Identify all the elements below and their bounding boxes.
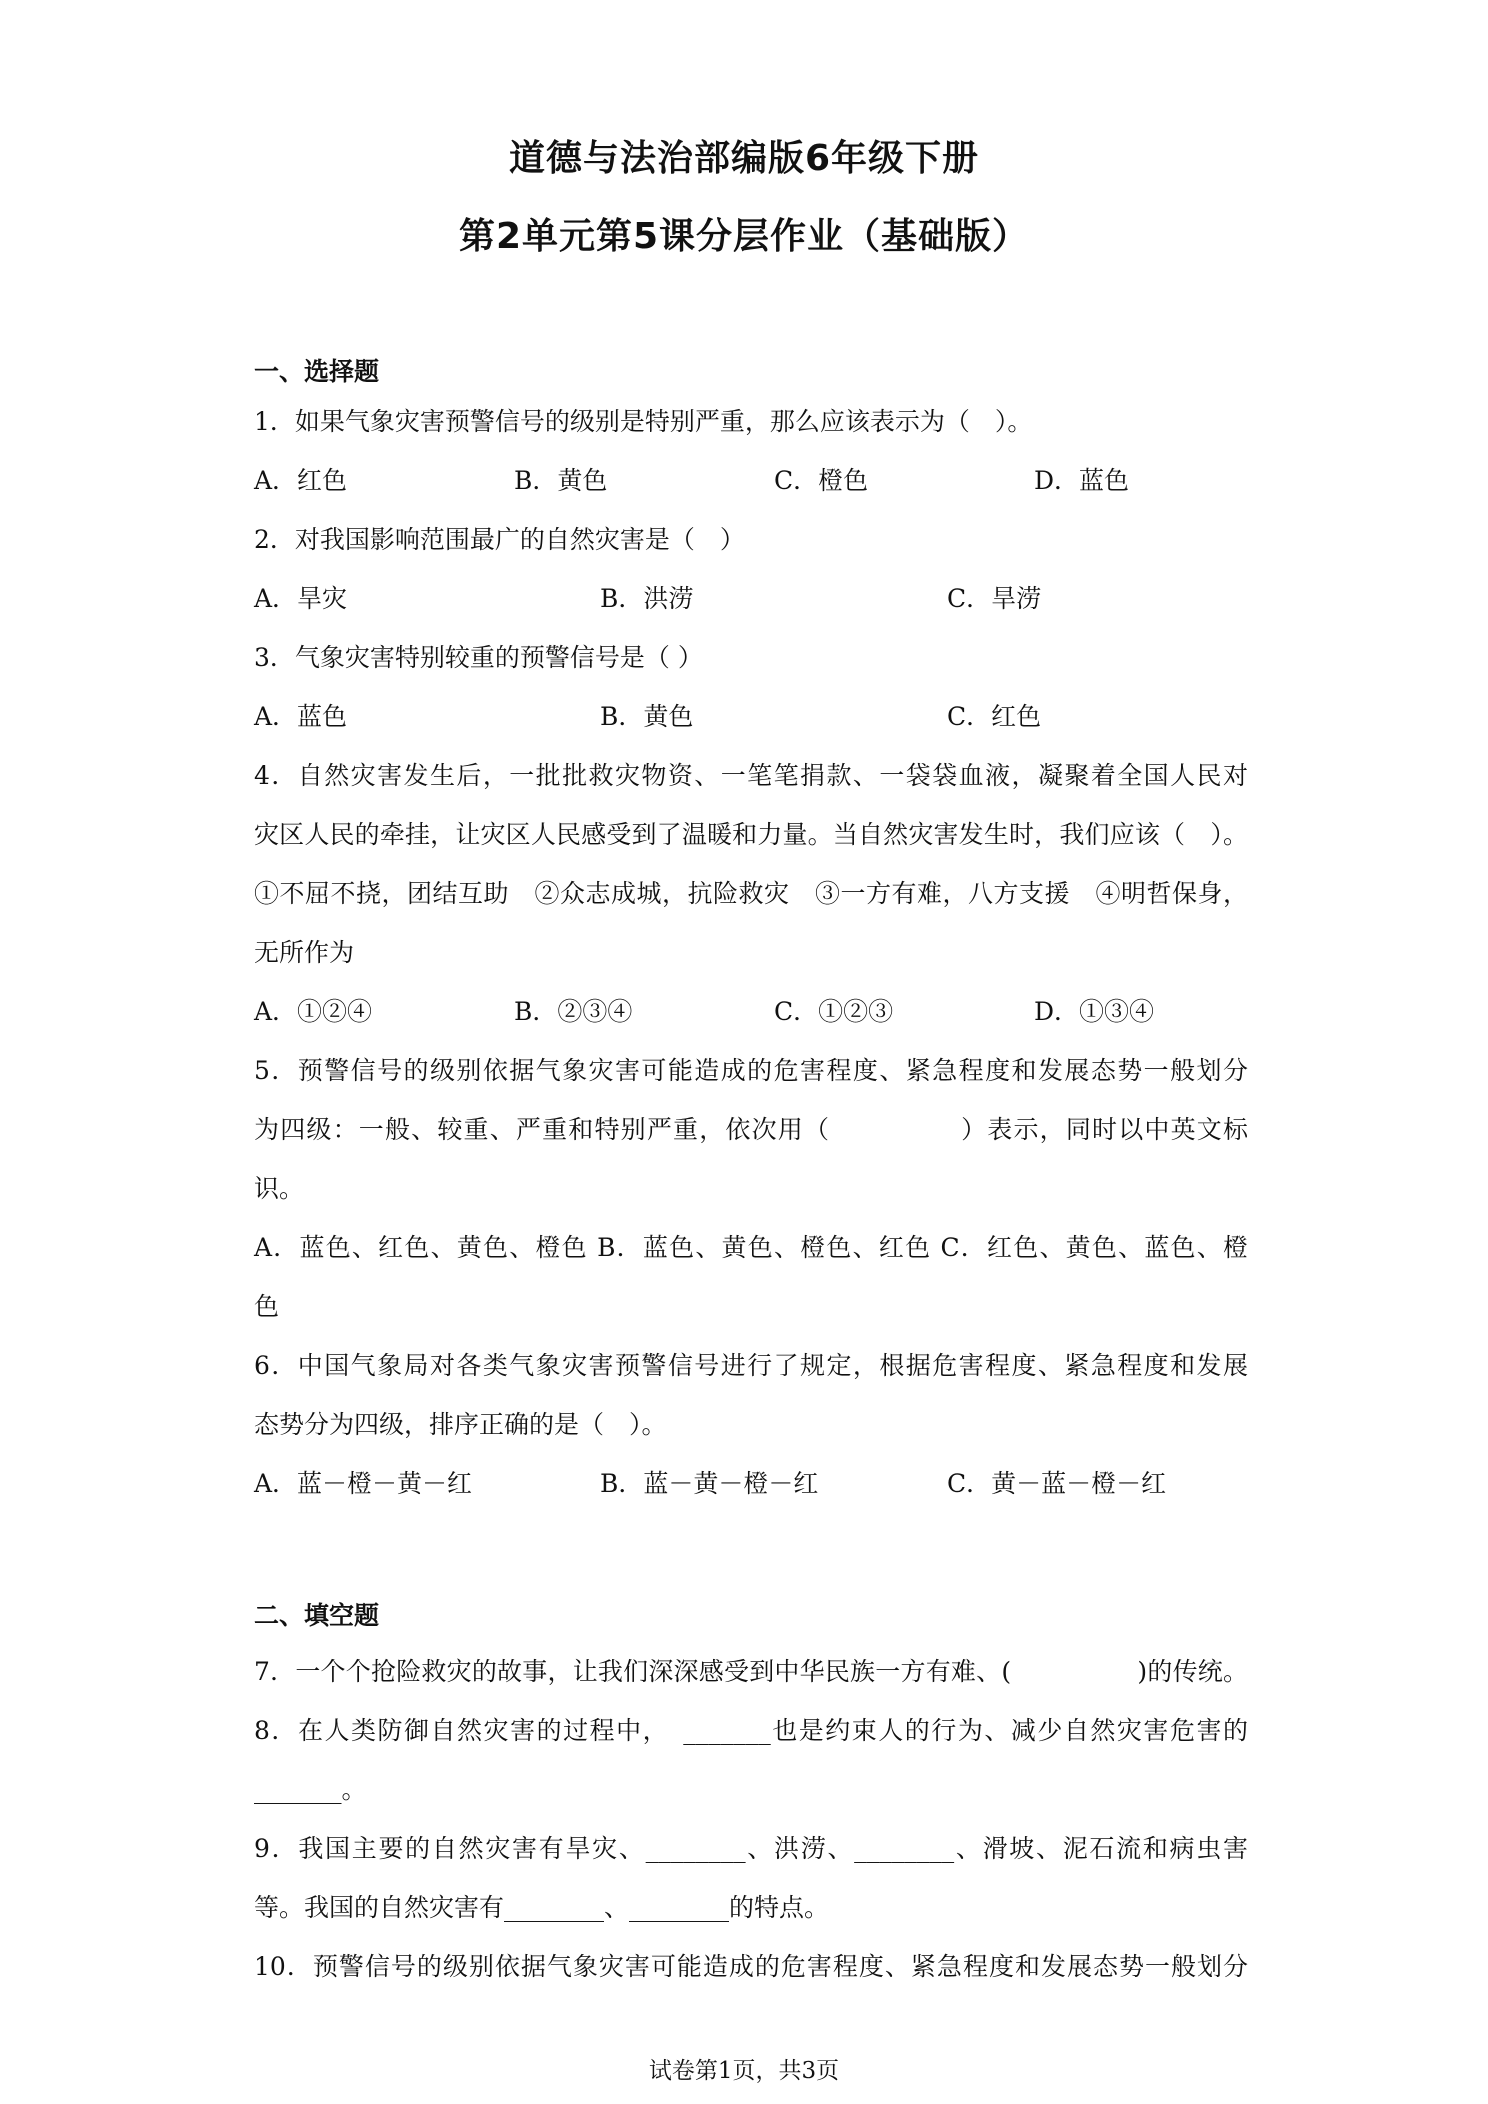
question-8-line-1: 8．在人类防御自然灾害的过程中， _______也是约束人的行为、减少自然灾害危害的 <box>254 1716 1248 1745</box>
section-heading-choice: 一、选择题 <box>254 357 380 386</box>
question-6-option-a: A．蓝－橙－黄－红 <box>254 1469 473 1498</box>
question-4-line-1: 4．自然灾害发生后，一批批救灾物资、一笔笔捐款、一袋袋血液，凝聚着全国人民对 <box>254 761 1248 790</box>
question-1-stem: 1．如果气象灾害预警信号的级别是特别严重，那么应该表示为（ ）。 <box>254 407 1033 436</box>
question-2-stem: 2．对我国影响范围最广的自然灾害是（ ） <box>254 525 745 554</box>
question-9-line-1: 9．我国主要的自然灾害有旱灾、________、洪涝、________、滑坡、泥石流和病虫害 <box>254 1834 1248 1863</box>
question-2-option-b: B．洪涝 <box>600 584 694 613</box>
question-5-line-2: 为四级：一般、较重、严重和特别严重，依次用（ ）表示，同时以中英文标 <box>254 1115 1248 1144</box>
question-3-option-c: C．红色 <box>947 702 1042 731</box>
question-3-option-a: A．蓝色 <box>254 702 348 731</box>
question-4-line-3: ①不屈不挠，团结互助 ②众志成城，抗险救灾 ③一方有难，八方支援 ④明哲保身， <box>254 879 1248 908</box>
question-4-option-c: C．①②③ <box>774 997 894 1026</box>
question-5-options: A．蓝色、红色、黄色、橙色 B．蓝色、黄色、橙色、红色 C．红色、黄色、蓝色、橙 <box>254 1233 1248 1262</box>
question-2-option-a: A．旱灾 <box>254 584 348 613</box>
question-6-line-1: 6．中国气象局对各类气象灾害预警信号进行了规定，根据危害程度、紧急程度和发展 <box>254 1351 1248 1380</box>
question-1-option-c: C．橙色 <box>774 466 869 495</box>
question-5-line-3: 识。 <box>254 1174 305 1203</box>
question-7: 7．一个个抢险救灾的故事，让我们深深感受到中华民族一方有难、( )的传统。 <box>254 1657 1248 1686</box>
question-1-option-b: B．黄色 <box>514 466 608 495</box>
question-4-option-d: D．①③④ <box>1034 997 1155 1026</box>
question-8-line-2: _______。 <box>254 1775 367 1804</box>
question-4-line-4: 无所作为 <box>254 938 355 967</box>
question-10-line-1: 10．预警信号的级别依据气象灾害可能造成的危害程度、紧急程度和发展态势一般划分 <box>254 1952 1248 1981</box>
question-2-option-c: C．旱涝 <box>947 584 1042 613</box>
question-1-option-a: A．红色 <box>254 466 348 495</box>
question-6-line-2: 态势分为四级，排序正确的是（ ）。 <box>254 1410 667 1439</box>
document-title: 道德与法治部编版6年级下册 <box>508 138 980 179</box>
question-3-option-b: B．黄色 <box>600 702 694 731</box>
question-9-line-2: 等。我国的自然灾害有________、________的特点。 <box>254 1893 830 1922</box>
section-heading-fill-in: 二、填空题 <box>254 1601 380 1630</box>
question-5-options-tail: 色 <box>254 1292 280 1321</box>
question-4-line-2: 灾区人民的牵挂，让灾区人民感受到了温暖和力量。当自然灾害发生时，我们应该（ ）。 <box>254 820 1248 849</box>
question-4-option-a: A．①②④ <box>254 997 373 1026</box>
question-6-option-b: B．蓝－黄－橙－红 <box>600 1469 819 1498</box>
question-3-stem: 3．气象灾害特别较重的预警信号是（ ） <box>254 643 703 672</box>
question-1-option-d: D．蓝色 <box>1034 466 1130 495</box>
question-4-option-b: B．②③④ <box>514 997 633 1026</box>
question-5-line-1: 5．预警信号的级别依据气象灾害可能造成的危害程度、紧急程度和发展态势一般划分 <box>254 1056 1248 1085</box>
page-footer: 试卷第1页，共3页 <box>648 2058 840 2084</box>
document-subtitle: 第2单元第5课分层作业（基础版） <box>458 216 1030 257</box>
question-6-option-c: C．黄－蓝－橙－红 <box>947 1469 1167 1498</box>
